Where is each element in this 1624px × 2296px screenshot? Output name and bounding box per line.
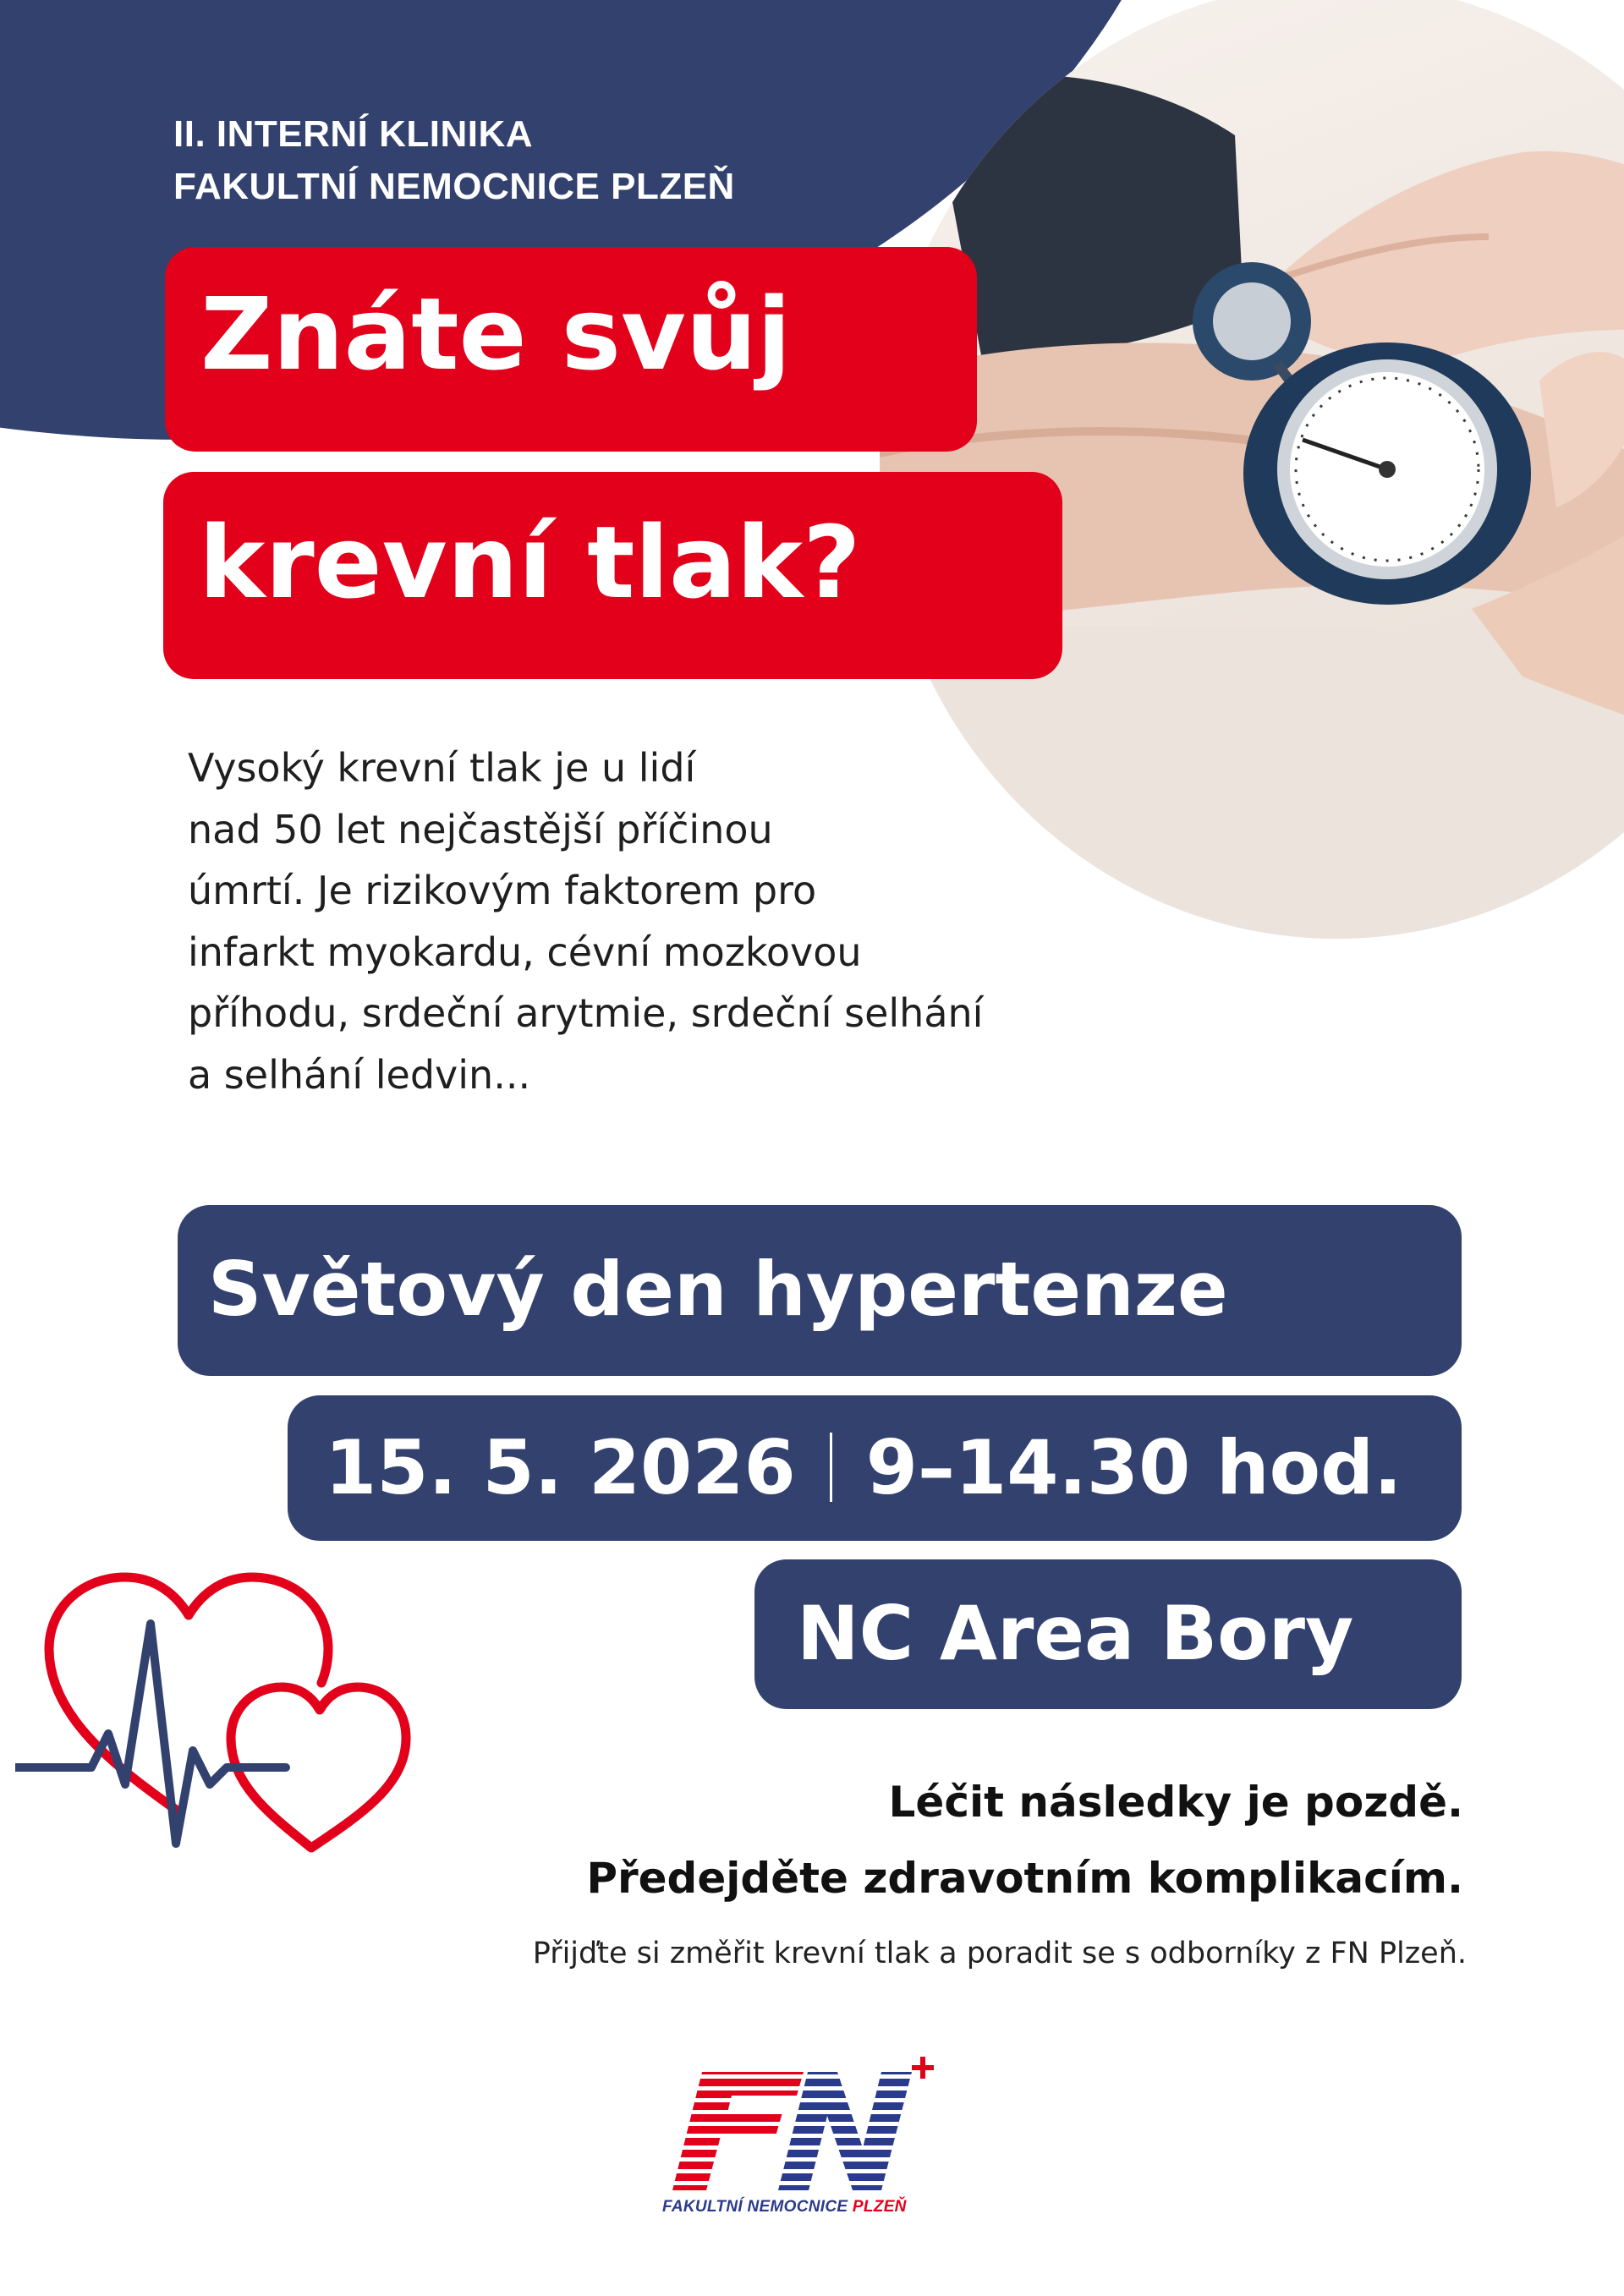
- intro-line: infarkt myokardu, cévní mozkovou: [188, 929, 862, 975]
- intro-line: příhodu, srdeční arytmie, srdeční selhání: [188, 990, 984, 1036]
- organization-line2: FAKULTNÍ NEMOCNICE PLZEŇ: [173, 166, 735, 207]
- organization-line1: II. INTERNÍ KLINIKA: [173, 113, 534, 155]
- headline-line1: Znáte svůj: [165, 247, 977, 452]
- intro-paragraph: [188, 737, 1245, 1105]
- event-date-time: [288, 1395, 1462, 1541]
- slogan-line1: Léčit následky je pozdě.: [888, 1778, 1463, 1827]
- slogan-line2: Předejděte zdravotním komplikacím.: [586, 1854, 1463, 1903]
- headline-line2: krevní tlak?: [163, 472, 1062, 679]
- organization-name: [173, 108, 735, 213]
- date-time-divider: [830, 1433, 832, 1502]
- event-title: Světový den hypertenze: [178, 1205, 1462, 1376]
- event-time: 9–14.30 hod.: [865, 1424, 1402, 1511]
- event-place: NC Area Bory: [754, 1559, 1462, 1709]
- logo-caption: [662, 2198, 941, 2217]
- heart-pulse-icon: [15, 1556, 413, 1869]
- event-date: 15. 5. 2026: [325, 1424, 796, 1511]
- intro-line: nad 50 let nejčastější příčinou: [188, 806, 773, 852]
- logo-caption-blue: FAKULTNÍ NEMOCNICE: [662, 2198, 848, 2216]
- fn-logo: [660, 2055, 947, 2195]
- intro-line: a selhání ledvin...: [188, 1051, 531, 1098]
- invitation-text: Přijďte si změřit krevní tlak a poradit se s odborníky z FN Plzeň.: [532, 1937, 1467, 1970]
- intro-line: úmrtí. Je rizikovým faktorem pro: [188, 868, 817, 913]
- logo-caption-red: PLZEŇ: [852, 2198, 907, 2216]
- intro-line: Vysoký krevní tlak je u lidí: [188, 745, 696, 791]
